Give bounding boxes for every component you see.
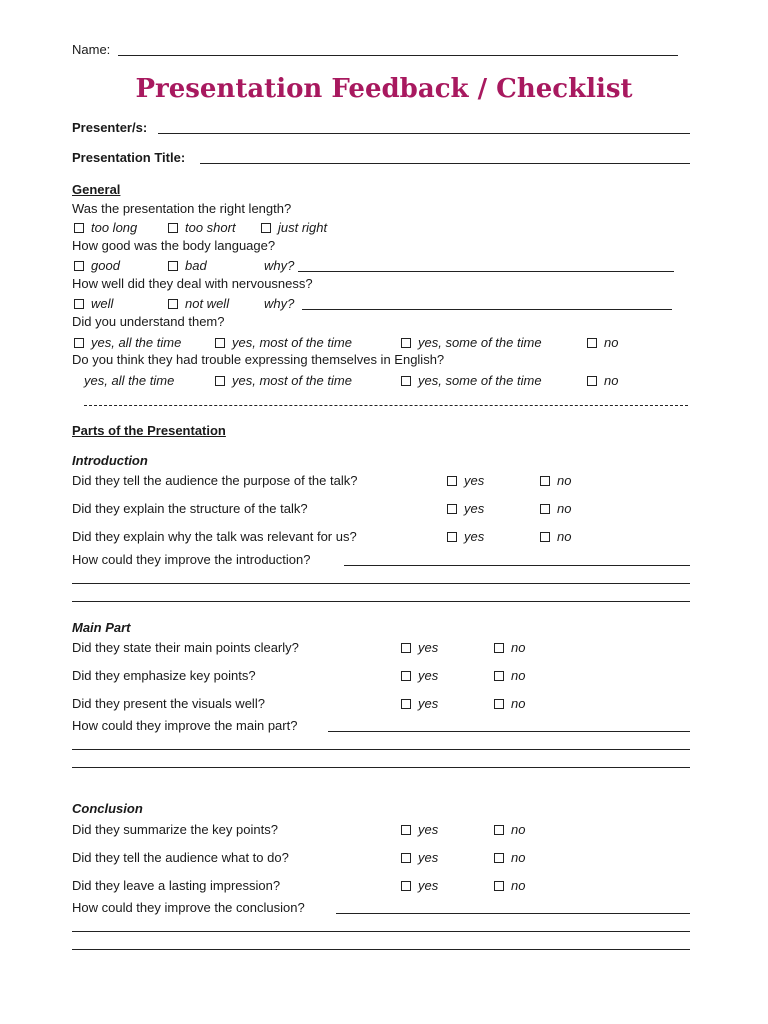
checkbox-icon — [494, 825, 504, 835]
why-label-body: why? — [264, 258, 295, 273]
checkbox-icon — [168, 299, 178, 309]
checkbox-icon — [401, 881, 411, 891]
intro-improve-field[interactable] — [344, 565, 690, 566]
understand-most[interactable]: yes, most of the time — [215, 335, 352, 351]
main-points-no[interactable]: no — [494, 640, 525, 656]
english-no[interactable]: no — [587, 373, 618, 389]
presentation-title-label: Presentation Title: — [72, 150, 186, 165]
checkbox-icon — [401, 853, 411, 863]
checkbox-icon — [587, 376, 597, 386]
checkbox-icon — [494, 853, 504, 863]
checkbox-icon — [215, 338, 225, 348]
checkbox-icon — [401, 376, 411, 386]
conclusion-impression-yes[interactable]: yes — [401, 878, 438, 894]
main-visuals-no[interactable]: no — [494, 696, 525, 712]
intro-improve-line-2[interactable] — [72, 583, 690, 584]
why-label-nervous: why? — [264, 296, 295, 311]
why-field-body[interactable] — [298, 271, 674, 272]
conclusion-improve-line-2[interactable] — [72, 931, 690, 932]
checkbox-icon — [587, 338, 597, 348]
intro-improve-label: How could they improve the introduction? — [72, 552, 311, 567]
main-part-heading: Main Part — [72, 620, 131, 635]
intro-structure-no[interactable]: no — [540, 501, 571, 517]
name-label: Name: — [72, 42, 111, 57]
intro-relevant-yes[interactable]: yes — [447, 529, 484, 545]
option-not-well[interactable]: not well — [168, 296, 229, 312]
english-all[interactable]: yes, all the time — [84, 373, 175, 388]
english-most[interactable]: yes, most of the time — [215, 373, 352, 389]
intro-structure-yes[interactable]: yes — [447, 501, 484, 517]
main-emphasize-yes[interactable]: yes — [401, 668, 438, 684]
checkbox-icon — [74, 223, 84, 233]
checkbox-icon — [540, 476, 550, 486]
understand-no[interactable]: no — [587, 335, 618, 351]
checkbox-icon — [494, 671, 504, 681]
main-question-emphasize: Did they emphasize key points? — [72, 668, 256, 683]
checkbox-icon — [540, 504, 550, 514]
checkbox-icon — [494, 699, 504, 709]
intro-question-structure: Did they explain the structure of the talk? — [72, 501, 308, 516]
checkbox-icon — [401, 671, 411, 681]
checkbox-icon — [494, 643, 504, 653]
main-emphasize-no[interactable]: no — [494, 668, 525, 684]
checkbox-icon — [401, 643, 411, 653]
intro-question-purpose: Did they tell the audience the purpose of the talk? — [72, 473, 358, 488]
conclusion-what-to-do-yes[interactable]: yes — [401, 850, 438, 866]
parts-heading: Parts of the Presentation — [72, 423, 226, 438]
checkbox-icon — [74, 299, 84, 309]
intro-question-relevant: Did they explain why the talk was relevant for us? — [72, 529, 357, 544]
checkbox-icon — [447, 504, 457, 514]
checkbox-icon — [401, 338, 411, 348]
main-question-points: Did they state their main points clearly? — [72, 640, 299, 655]
option-well[interactable]: well — [74, 296, 113, 312]
understand-some[interactable]: yes, some of the time — [401, 335, 542, 351]
conclusion-improve-field[interactable] — [336, 913, 690, 914]
question-understand: Did you understand them? — [72, 314, 225, 329]
why-field-nervous[interactable] — [302, 309, 672, 310]
english-some[interactable]: yes, some of the time — [401, 373, 542, 389]
checkbox-icon — [401, 699, 411, 709]
presentation-title-field[interactable] — [200, 163, 690, 164]
intro-improve-line-3[interactable] — [72, 601, 690, 602]
main-question-visuals: Did they present the visuals well? — [72, 696, 265, 711]
main-improve-line-3[interactable] — [72, 767, 690, 768]
conclusion-summarize-no[interactable]: no — [494, 822, 525, 838]
checkbox-icon — [215, 376, 225, 386]
conclusion-summarize-yes[interactable]: yes — [401, 822, 438, 838]
intro-purpose-yes[interactable]: yes — [447, 473, 484, 489]
page-title: Presentation Feedback / Checklist — [135, 74, 633, 104]
question-nervousness: How well did they deal with nervousness? — [72, 276, 313, 291]
checkbox-icon — [540, 532, 550, 542]
general-heading: General — [72, 182, 121, 197]
question-english: Do you think they had trouble expressing themselves in English? — [72, 352, 445, 367]
section-divider — [84, 405, 688, 406]
presenter-field[interactable] — [158, 133, 690, 134]
checkbox-icon — [168, 261, 178, 271]
conclusion-impression-no[interactable]: no — [494, 878, 525, 894]
checkbox-icon — [447, 532, 457, 542]
conclusion-question-what-to-do: Did they tell the audience what to do? — [72, 850, 289, 865]
question-body-language: How good was the body language? — [72, 238, 276, 253]
presenter-label: Presenter/s: — [72, 120, 148, 135]
option-good[interactable]: good — [74, 258, 120, 274]
checkbox-icon — [74, 338, 84, 348]
main-improve-line-2[interactable] — [72, 749, 690, 750]
introduction-heading: Introduction — [72, 453, 148, 468]
option-bad[interactable]: bad — [168, 258, 207, 274]
intro-purpose-no[interactable]: no — [540, 473, 571, 489]
main-points-yes[interactable]: yes — [401, 640, 438, 656]
name-field[interactable] — [118, 55, 678, 56]
conclusion-question-summarize: Did they summarize the key points? — [72, 822, 278, 837]
checkbox-icon — [494, 881, 504, 891]
conclusion-heading: Conclusion — [72, 801, 143, 816]
checkbox-icon — [74, 261, 84, 271]
checkbox-icon — [168, 223, 178, 233]
understand-all[interactable]: yes, all the time — [74, 335, 181, 351]
option-too-short[interactable]: too short — [168, 220, 236, 236]
checkbox-icon — [447, 476, 457, 486]
checkbox-icon — [401, 825, 411, 835]
option-too-long[interactable]: too long — [74, 220, 137, 236]
option-just-right[interactable]: just right — [261, 220, 327, 236]
intro-relevant-no[interactable]: no — [540, 529, 571, 545]
main-visuals-yes[interactable]: yes — [401, 696, 438, 712]
conclusion-question-impression: Did they leave a lasting impression? — [72, 878, 281, 893]
conclusion-what-to-do-no[interactable]: no — [494, 850, 525, 866]
checkbox-icon — [261, 223, 271, 233]
conclusion-improve-line-3[interactable] — [72, 949, 690, 950]
conclusion-improve-label: How could they improve the conclusion? — [72, 900, 305, 915]
main-improve-label: How could they improve the main part? — [72, 718, 298, 733]
main-improve-field[interactable] — [328, 731, 690, 732]
question-length: Was the presentation the right length? — [72, 201, 292, 216]
